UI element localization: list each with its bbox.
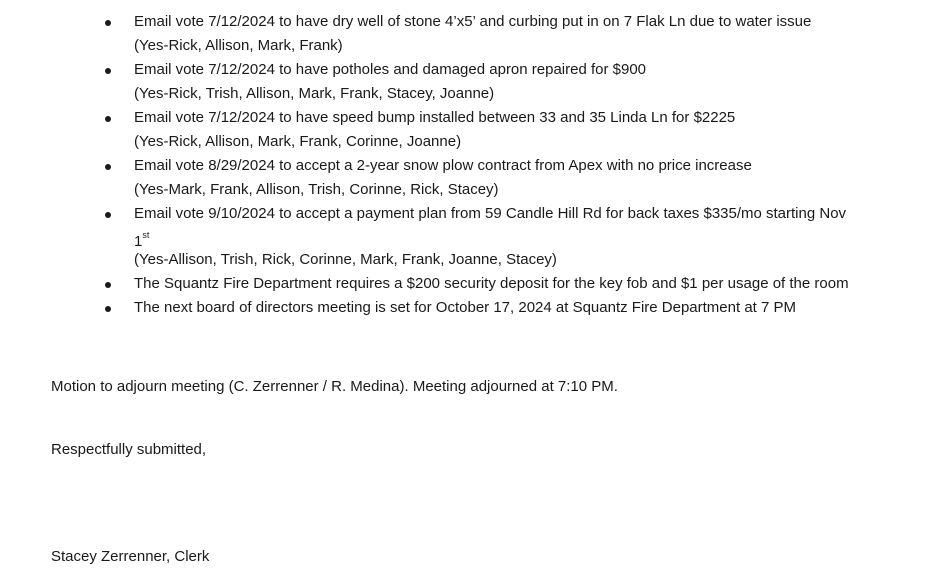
item-text-continuation [134, 226, 885, 248]
list-item [0, 154, 925, 202]
item-text: Email vote 7/12/2024 to have speed bump installed between 33 and 35 Linda Ln for $2225 [134, 109, 736, 126]
closing-line: Respectfully submitted, [51, 441, 207, 458]
item-text: The next board of directors meeting is set for October 17, 2024 at Squantz Fire Department at 7 PM [134, 299, 796, 316]
item-votes: (Yes-Rick, Allison, Mark, Frank) [134, 37, 343, 54]
list-item [0, 58, 925, 106]
item-votes: (Yes-Mark, Frank, Allison, Trish, Corinne, Rick, Stacey) [134, 181, 499, 198]
list-item [0, 296, 925, 320]
item-text: The Squantz Fire Department requires a $200 security deposit for the key fob and $1 per usage of the room [134, 275, 849, 292]
list-item [0, 10, 925, 58]
item-text: Email vote 7/12/2024 to have potholes and damaged apron repaired for $900 [134, 61, 647, 78]
bullet-point [105, 68, 111, 74]
item-votes: (Yes-Allison, Trish, Rick, Corinne, Mark, Frank, Joanne, Stacey) [134, 251, 557, 268]
item-votes: (Yes-Rick, Trish, Allison, Mark, Frank, Stacey, Joanne) [134, 85, 495, 102]
bullet-point [105, 116, 111, 122]
list-item [0, 202, 925, 272]
ordinal-suffix: st [142, 230, 150, 240]
item-text: Email vote 7/12/2024 to have dry well of stone 4’x5’ and curbing put in on 7 Flak Ln due to water issue [134, 13, 812, 30]
list-item [0, 106, 925, 154]
bullet-point [105, 282, 111, 288]
signature-line: Stacey Zerrenner, Clerk [51, 548, 210, 565]
bullet-point [105, 306, 111, 312]
bullet-point [105, 20, 111, 26]
item-text: Email vote 9/10/2024 to accept a payment plan from 59 Candle Hill Rd for back taxes $335/mo starting Nov [134, 205, 847, 222]
list-item [0, 272, 925, 296]
adjournment-paragraph: Motion to adjourn meeting (C. Zerrenner / R. Medina). Meeting adjourned at 7:10 PM. [51, 378, 618, 395]
item-text: Email vote 8/29/2024 to accept a 2-year snow plow contract from Apex with no price increase [134, 157, 752, 174]
ordinal-number: 1 [134, 233, 143, 250]
item-votes: (Yes-Rick, Allison, Mark, Frank, Corinne, Joanne) [134, 133, 462, 150]
bullet-point [105, 164, 111, 170]
minutes-bullet-list [0, 10, 925, 320]
bullet-point [105, 212, 111, 218]
